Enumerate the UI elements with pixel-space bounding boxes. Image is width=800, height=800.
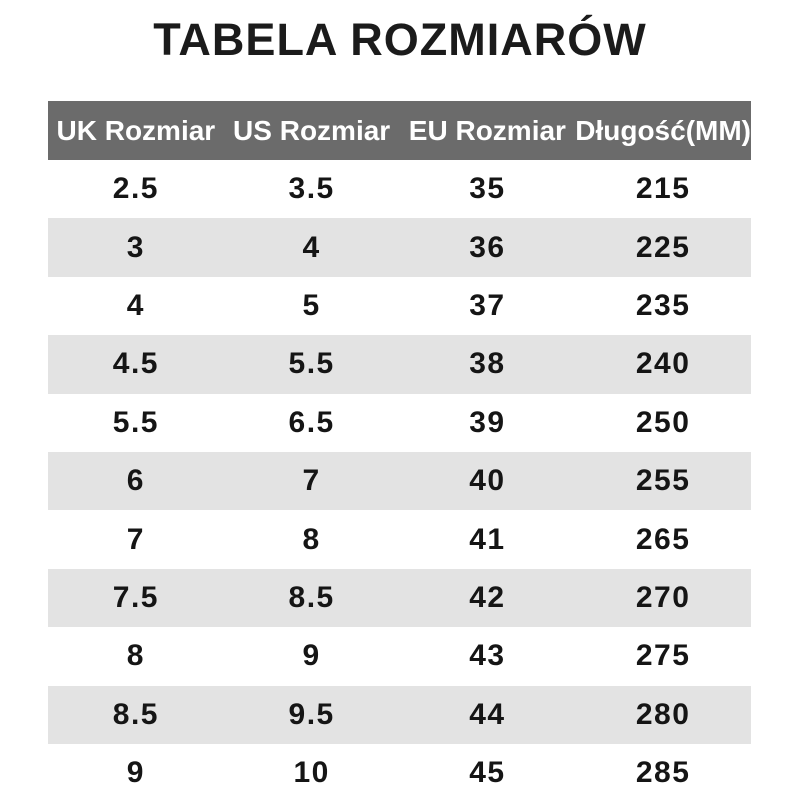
table-row bbox=[48, 394, 751, 452]
cell-eu: 37 bbox=[469, 288, 506, 322]
cell-us: 5 bbox=[302, 288, 321, 322]
cell-uk: 4 bbox=[126, 288, 145, 322]
column-header-dlugosc-mm: Długość(MM) bbox=[575, 114, 752, 146]
cell-eu: 41 bbox=[469, 522, 506, 556]
cell-uk: 7 bbox=[126, 522, 145, 556]
cell-length-mm: 270 bbox=[635, 580, 691, 614]
cell-us: 6.5 bbox=[288, 405, 335, 439]
cell-length-mm: 255 bbox=[635, 464, 691, 498]
cell-length-mm: 240 bbox=[635, 347, 691, 381]
table-row bbox=[48, 452, 751, 510]
cell-length-mm: 235 bbox=[635, 288, 691, 322]
table-row bbox=[48, 160, 751, 218]
table-row bbox=[48, 744, 751, 800]
column-header-uk-rozmiar: UK Rozmiar bbox=[56, 114, 216, 146]
cell-us: 4 bbox=[302, 230, 321, 264]
cell-length-mm: 250 bbox=[635, 405, 691, 439]
cell-uk: 2.5 bbox=[112, 172, 159, 206]
page-title: TABELA ROZMIARÓW bbox=[153, 14, 647, 65]
table-row bbox=[48, 627, 751, 685]
cell-length-mm: 285 bbox=[635, 756, 691, 790]
table-row bbox=[48, 510, 751, 568]
cell-eu: 38 bbox=[469, 347, 506, 381]
cell-us: 5.5 bbox=[288, 347, 335, 381]
cell-us: 8.5 bbox=[288, 580, 335, 614]
cell-uk: 9 bbox=[126, 756, 145, 790]
table-row bbox=[48, 569, 751, 627]
size-table bbox=[48, 101, 751, 800]
cell-length-mm: 265 bbox=[635, 522, 691, 556]
cell-us: 8 bbox=[302, 522, 321, 556]
cell-eu: 44 bbox=[469, 697, 506, 731]
cell-uk: 3 bbox=[126, 230, 145, 264]
table-row bbox=[48, 686, 751, 744]
cell-eu: 40 bbox=[469, 464, 506, 498]
cell-uk: 5.5 bbox=[112, 405, 159, 439]
column-header-us-rozmiar: US Rozmiar bbox=[233, 114, 391, 146]
cell-us: 7 bbox=[302, 464, 321, 498]
cell-uk: 4.5 bbox=[112, 347, 159, 381]
size-chart-page bbox=[0, 13, 800, 800]
cell-us: 10 bbox=[293, 756, 330, 790]
table-header-row bbox=[48, 101, 751, 160]
column-header-eu-rozmiar: EU Rozmiar bbox=[408, 114, 566, 146]
cell-eu: 42 bbox=[469, 580, 506, 614]
cell-eu: 43 bbox=[469, 639, 506, 673]
cell-us: 9 bbox=[302, 639, 321, 673]
cell-eu: 35 bbox=[469, 172, 506, 206]
cell-length-mm: 280 bbox=[635, 697, 691, 731]
cell-uk: 6 bbox=[126, 464, 145, 498]
cell-us: 9.5 bbox=[288, 697, 335, 731]
cell-us: 3.5 bbox=[288, 172, 335, 206]
cell-eu: 45 bbox=[469, 756, 506, 790]
cell-uk: 8.5 bbox=[112, 697, 159, 731]
table-row bbox=[48, 277, 751, 335]
cell-length-mm: 225 bbox=[635, 230, 691, 264]
cell-eu: 39 bbox=[469, 405, 506, 439]
cell-eu: 36 bbox=[469, 230, 506, 264]
table-row bbox=[48, 218, 751, 276]
table-row bbox=[48, 335, 751, 393]
cell-length-mm: 275 bbox=[635, 639, 691, 673]
cell-uk: 7.5 bbox=[112, 580, 159, 614]
cell-length-mm: 215 bbox=[635, 172, 691, 206]
cell-uk: 8 bbox=[126, 639, 145, 673]
